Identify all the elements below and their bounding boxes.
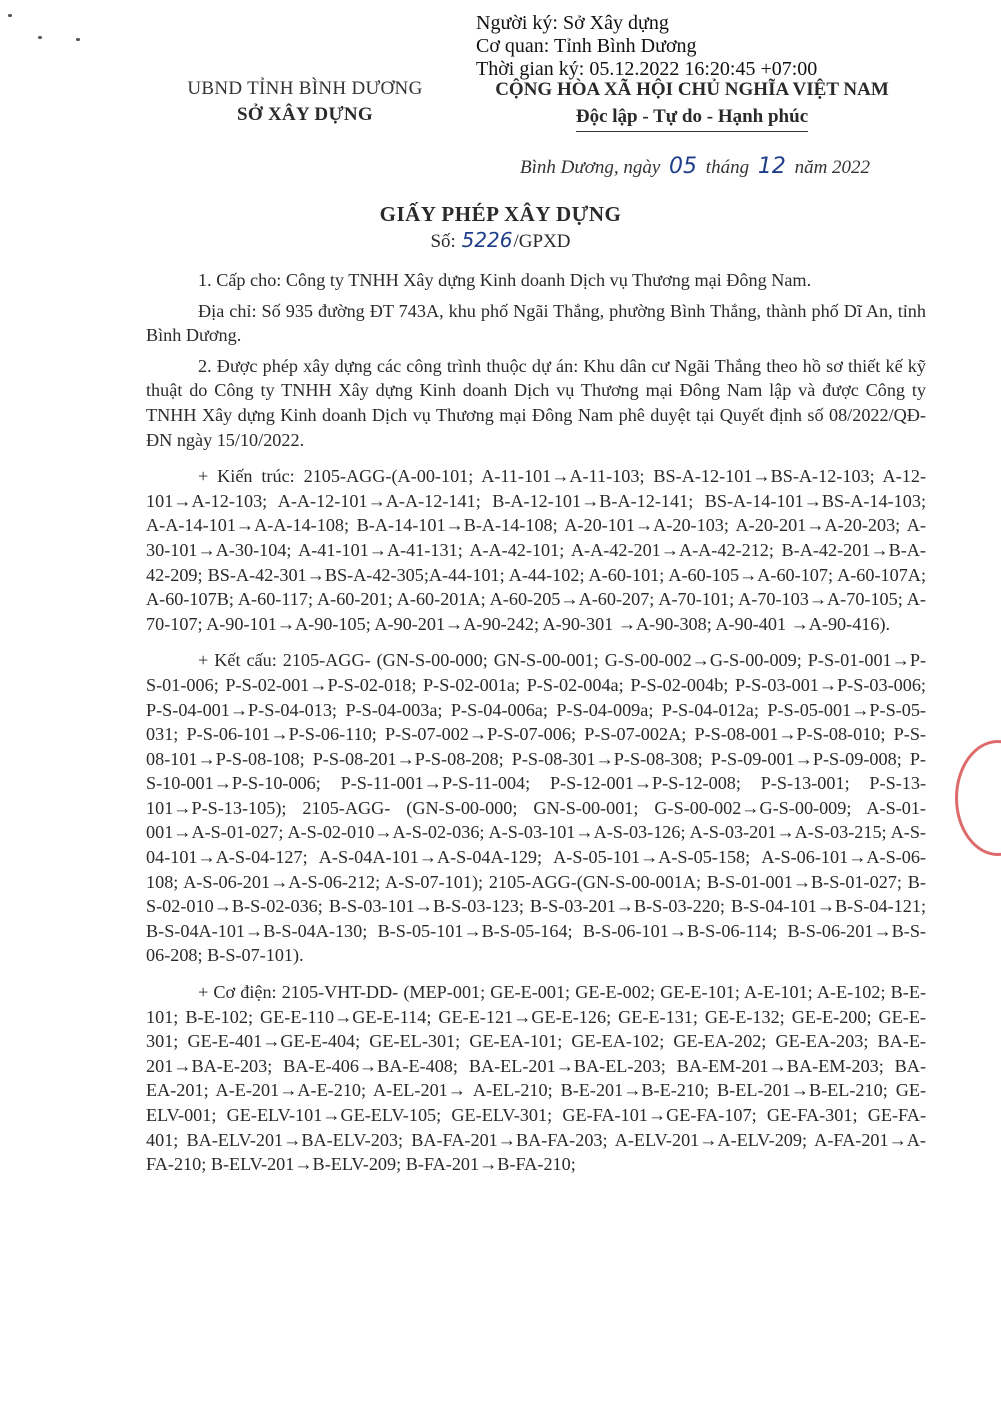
- number-prefix: Số:: [430, 231, 456, 252]
- paragraph-permission: 2. Được phép xây dựng các công trình thuộc dự án: Khu dân cư Ngãi Thắng theo hồ sơ thiết kế kỹ thuật do Công ty TNHH Xây dựng Kinh doanh Dịch vụ Thương mại Đông Nam lập và được Công ty TNHH Xây dựng Kinh doanh Dịch vụ Thương mại Đông Nam phê duyệt tại Quyết định số 08/2022/QĐ-ĐN ngày 15/10/2022.: [146, 355, 926, 450]
- date-year: năm 2022: [794, 157, 871, 178]
- document-number: [0, 228, 1001, 253]
- date-line: [520, 154, 870, 179]
- paragraph-recipient: 1. Cấp cho: Công ty TNHH Xây dựng Kinh doanh Dịch vụ Thương mại Đông Nam.: [198, 270, 812, 290]
- digital-signature-block: [476, 12, 817, 81]
- number-suffix: /GPXD: [513, 231, 571, 252]
- scan-speck: [38, 36, 42, 39]
- scan-speck: [76, 38, 80, 41]
- issuing-dept: SỞ XÂY DỰNG: [237, 104, 373, 125]
- signature-agency: Cơ quan: Tỉnh Bình Dương: [476, 35, 697, 57]
- date-day-handwritten: 05: [669, 154, 698, 179]
- document-title: GIẤY PHÉP XÂY DỰNG: [379, 202, 622, 226]
- paragraph-address: Địa chỉ: Số 935 đường ĐT 743A, khu phố Ngãi Thắng, phường Bình Thắng, thành phố Dĩ An, tỉnh Bình Dương.: [146, 300, 926, 346]
- document-body: [146, 268, 926, 1183]
- number-handwritten: 5226: [461, 228, 513, 252]
- date-place: Bình Dương, ngày: [520, 157, 661, 178]
- issuing-authority: [140, 76, 470, 128]
- paragraph-structure: + Kết cấu: 2105-AGG- (GN-S-00-000; GN-S-00-001; G-S-00-002→G-S-00-009; P-S-01-001→P-S-01-006; P-S-02-001→P-S-02-018; P-S-02-001a; P-S-02-004a; P-S-02-004b; P-S-03-001→P-S-03-006; P-S-04-001→P-S-04-013; P-S-04-003a; P-S-04-006a; P-S-04-009a; P-S-04-012a; P-S-05-001→P-S-05-031; P-S-06-101→P-S-06-110; P-S-07-002→P-S-07-006; P-S-07-002A; P-S-08-001→P-S-08-010; P-S-08-101→P-S-08-108; P-S-08-201→P-S-08-208; P-S-08-301→P-S-08-308; P-S-09-001→P-S-09-008; P-S-10-001→P-S-10-006; P-S-11-001→P-S-11-004; P-S-12-001→P-S-12-008; P-S-13-001; P-S-13-101→P-S-13-105); 2105-AGG- (GN-S-00-000; GN-S-00-001; G-S-00-002→G-S-00-009; A-S-01-001→A-S-01-027; A-S-02-010→A-S-02-036; A-S-03-101→A-S-03-126; A-S-03-201→A-S-03-215; A-S-04-101→A-S-04-127; A-S-04A-101→A-S-04A-129; A-S-05-101→A-S-05-158; A-S-06-101→A-S-06-108; A-S-06-201→A-S-06-212; A-S-07-101); 2105-AGG-(GN-S-00-001A; B-S-01-001→B-S-01-027; B-S-02-010→B-S-02-036; B-S-03-101→B-S-03-123; B-S-03-201→B-S-03-220; B-S-04-101→B-S-04-121; B-S-04A-101→B-S-04A-130; B-S-05-101→B-S-05-164; B-S-06-101→B-S-06-114; B-S-06-201→B-S-06-208; B-S-07-101).: [146, 650, 926, 966]
- national-motto: Độc lập - Tự do - Hạnh phúc: [576, 103, 808, 132]
- scan-speck: [8, 14, 12, 17]
- date-month-handwritten: 12: [757, 154, 786, 179]
- paragraph-architecture: + Kiến trúc: 2105-AGG-(A-00-101; A-11-101→A-11-103; BS-A-12-101→BS-A-12-103; A-12-101→A-12-103; A-A-12-101→A-A-12-141; B-A-12-101→B-A-12-141; BS-A-14-101→BS-A-14-103; A-A-14-101→A-A-14-108; B-A-14-101→B-A-14-108; A-20-101→A-20-103; A-20-201→A-20-203; A-30-101→A-30-104; A-41-101→A-41-131; A-A-42-101; A-A-42-201→A-A-42-212; B-A-42-201→B-A-42-209; BS-A-42-301→BS-A-42-305;A-44-101; A-44-102; A-60-101; A-60-105→A-60-107; A-60-107A; A-60-107B; A-60-117; A-60-201; A-60-201A; A-60-205→A-60-207; A-70-101; A-70-103→A-70-105; A-70-107; A-90-101→A-90-105; A-90-201→A-90-242; A-90-301 →A-90-308; A-90-401 →A-90-416).: [146, 466, 926, 634]
- red-seal-stamp-partial: [955, 740, 1001, 856]
- paragraph-mep: + Cơ điện: 2105-VHT-DD- (MEP-001; GE-E-001; GE-E-002; GE-E-101; A-E-101; A-E-102; B-E-101; B-E-102; GE-E-110→GE-E-114; GE-E-121→GE-E-126; GE-E-131; GE-E-132; GE-E-200; GE-E-301; GE-E-401→GE-E-404; GE-EL-301; GE-EA-101; GE-EA-102; GE-EA-202; GE-EA-203; BA-E-201→BA-E-203; BA-E-406→BA-E-408; BA-EL-201→BA-EL-203; BA-EM-201→BA-EM-203; BA-EA-201; A-E-201→A-E-210; A-EL-201→ A-EL-210; B-E-201→B-E-210; B-EL-201→B-EL-210; GE-ELV-001; GE-ELV-101→GE-ELV-105; GE-ELV-301; GE-FA-101→GE-FA-107; GE-FA-301; GE-FA-401; BA-ELV-201→BA-ELV-203; BA-FA-201→BA-FA-203; A-ELV-201→A-ELV-209; A-FA-201→A-FA-210; B-ELV-201→B-ELV-209; B-FA-201→B-FA-210;: [146, 982, 926, 1175]
- signature-time: Thời gian ký: 05.12.2022 16:20:45 +07:00: [476, 58, 818, 80]
- national-heading: [452, 76, 932, 132]
- issuing-org: UBND TỈNH BÌNH DƯƠNG: [187, 78, 423, 99]
- country-name: CỘNG HÒA XÃ HỘI CHỦ NGHĨA VIỆT NAM: [495, 79, 889, 100]
- date-month-word: tháng: [705, 157, 750, 178]
- signature-signer: Người ký: Sở Xây dựng: [476, 12, 669, 34]
